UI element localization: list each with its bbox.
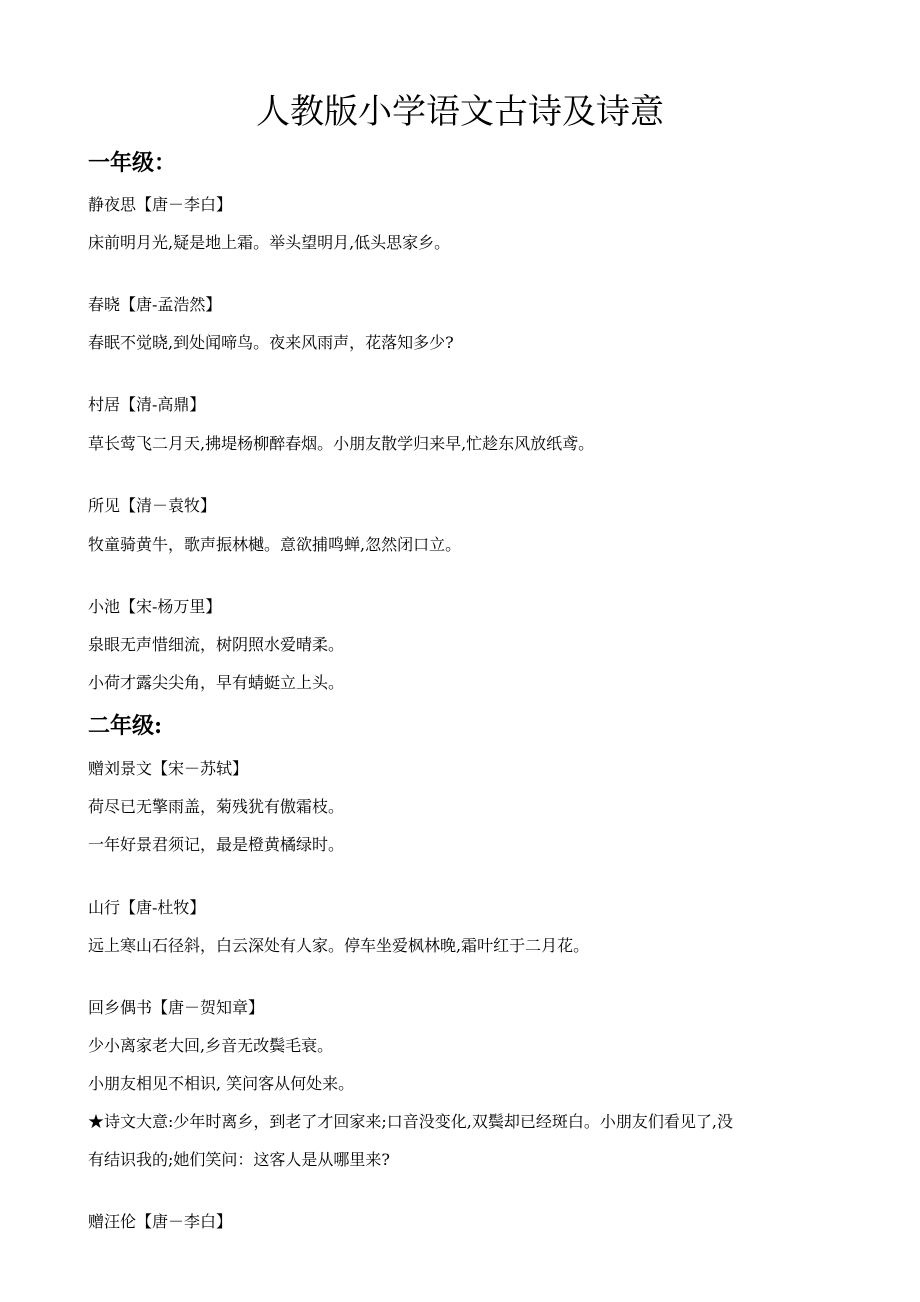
poem-line: 荷尽已无擎雨盖，菊残犹有傲霜枝。 [88,797,345,816]
page-title: 人教版小学语文古诗及诗意 [256,92,664,132]
poem-title-zengliujingwen: 赠刘景文【宋－苏轼】 [88,759,249,778]
poem-line: 小朋友相见不相识, 笑问客从何处来。 [88,1074,355,1093]
poem-title-chunxiao: 春晓【唐-孟浩然】 [88,295,222,314]
poem-line: 牧童骑黄牛，歌声振林樾。意欲捕鸣蝉,忽然闭口立。 [88,535,462,554]
poem-title-zengwanglun: 赠汪伦【唐－李白】 [88,1212,233,1231]
poem-line: 春眠不觉晓,到处闻啼鸟。夜来风雨声，花落知多少? [88,333,454,352]
poem-line: 远上寒山石径斜，白云深处有人家。停车坐爱枫林晚,霜叶红于二月花。 [88,936,590,955]
poem-meaning-note: ★诗文大意:少年时离乡，到老了才回家来;口音没变化,双鬓却已经斑白。小朋友们看见了,没 [88,1112,733,1131]
poem-line: 草长莺飞二月天,拂堤杨柳醉春烟。小朋友散学归来早,忙趁东风放纸鸢。 [88,434,595,453]
poem-title-huixiangoushu: 回乡偶书【唐－贺知章】 [88,998,265,1017]
poem-meaning-note: 有结识我的;她们笑问：这客人是从哪里来? [88,1150,390,1169]
poem-title-jingyesi: 静夜思【唐－李白】 [88,195,233,214]
poem-title-xiaochi: 小池【宋-杨万里】 [88,597,222,616]
poem-title-shanxing: 山行【唐-杜牧】 [88,898,206,917]
poem-line: 泉眼无声惜细流，树阴照水爱晴柔。 [88,635,345,654]
poem-line: 小荷才露尖尖角，早有蜻蜓立上头。 [88,673,345,692]
poem-title-cunju: 村居【清-高鼎】 [88,395,206,414]
poem-line: 床前明月光,疑是地上霜。举头望明月,低头思家乡。 [88,233,451,252]
grade-heading-1: 一年级： [88,150,177,176]
poem-title-suojian: 所见【清－袁牧】 [88,496,217,515]
grade-heading-2: 二年级: [88,713,163,739]
poem-line: 一年好景君须记，最是橙黄橘绿时。 [88,835,345,854]
poem-line: 少小离家老大回,乡音无改鬓毛衰。 [88,1036,334,1055]
